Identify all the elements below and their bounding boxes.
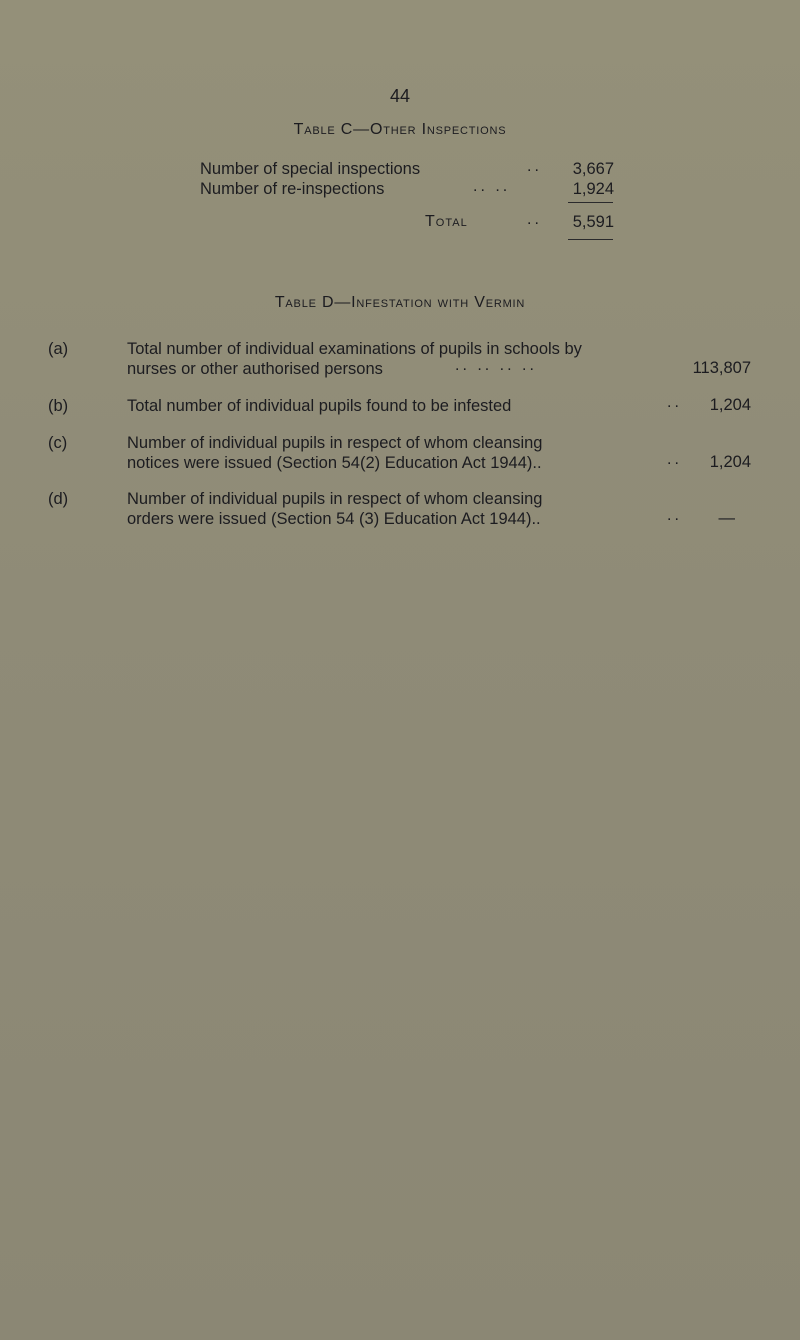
total-rule [568, 239, 613, 240]
item-text-line: Number of individual pupils in respect of whom cleansing [127, 490, 543, 508]
item-letter: (c) [48, 434, 68, 452]
item-text-line: Number of individual pupils in respect of whom cleansing [127, 434, 543, 452]
table-c-total-leader: .. [527, 211, 542, 228]
table-c-row-leader: .. [527, 158, 542, 175]
item-leader: .. [667, 394, 682, 411]
item-text-line: Total number of individual examinations of pupils in schools by [127, 340, 582, 358]
table-c-title: Table C—Other Inspections [293, 121, 507, 138]
page-number: 44 [389, 86, 411, 106]
item-text-line: nurses or other authorised persons [127, 360, 383, 378]
item-value: 113,807 [692, 359, 751, 377]
table-c-row-leader: .. .. [473, 178, 511, 195]
item-text-line: orders were issued (Section 54 (3) Education Act 1944).. [127, 510, 541, 528]
item-letter: (b) [48, 397, 69, 415]
item-leader: .. [667, 507, 682, 524]
item-value: — [718, 509, 735, 527]
table-d-title: Table D—Infestation with Vermin [274, 294, 526, 311]
item-letter: (a) [48, 340, 69, 358]
item-text-line: notices were issued (Section 54(2) Education Act 1944).. [127, 454, 542, 472]
table-c-row-label: Number of special inspections [200, 160, 421, 178]
subtotal-rule [568, 202, 613, 203]
item-letter: (d) [48, 490, 69, 508]
item-value: 1,204 [709, 453, 751, 471]
table-c-row-value: 1,924 [572, 180, 614, 198]
table-c-row-label: Number of re-inspections [200, 180, 385, 198]
item-leader: .. .. .. .. [455, 357, 537, 374]
item-text-line: Total number of individual pupils found to be infested [127, 397, 512, 415]
table-c-total-label: Total [425, 213, 468, 230]
table-c-row-value: 3,667 [572, 160, 614, 178]
table-c-total-value: 5,591 [572, 213, 614, 231]
item-value: 1,204 [709, 396, 751, 414]
item-leader: .. [667, 451, 682, 468]
